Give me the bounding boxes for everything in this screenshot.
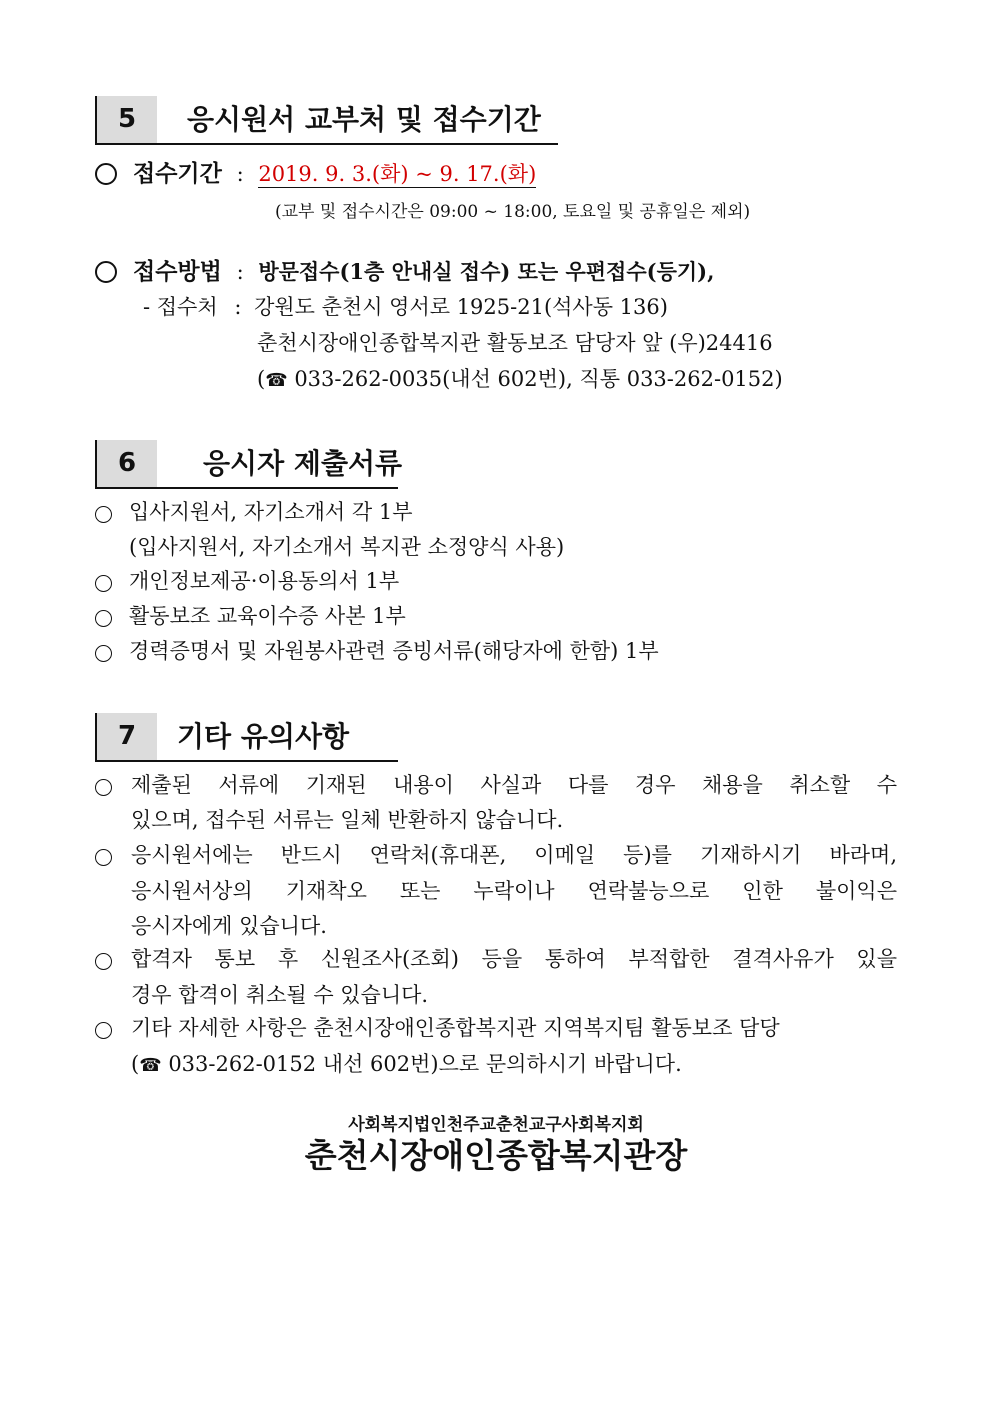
doc-item-4: 경력증명서 및 자원봉사관련 증빙서류(해당자에 한함) 1부 [129,639,659,663]
org-parent: 사회복지법인천주교춘천교구사회복지회 [348,1115,644,1135]
circle-bullet-icon [95,953,112,970]
note-4-line2-row [131,1049,682,1081]
circle-bullet-icon [95,163,117,185]
section-7-header [95,713,398,762]
circle-bullet-icon [95,261,117,283]
period-note: (교부 및 접수시간은 09:00 ~ 18:00, 토요일 및 공휴일은 제외) [275,202,751,222]
phone-icon: ☎ [265,370,288,391]
section-5-number: 5 [95,96,157,143]
section-5-header [95,96,558,145]
note-4-line2: 033-262-0152 내선 602번)으로 문의하시기 바랍니다. [168,1052,682,1076]
place-line3: 033-262-0035(내선 602번), 직통 033-262-0152) [294,367,783,391]
note-4-open: ( [131,1052,140,1076]
circle-bullet-icon [95,575,112,592]
circle-bullet-icon [95,506,112,523]
period-sep: : [236,162,244,186]
doc-item-3: 활동보조 교육이수증 사본 1부 [129,604,406,628]
circle-bullet-icon [95,645,112,662]
doc-item-2: 개인정보제공·이용동의서 1부 [129,569,400,593]
org-name: 춘천시장애인종합복지관장 [304,1136,688,1175]
note-3-line1: 합격자 통보 후 신원조사(조회) 등을 통하여 부적합한 결격사유가 있을 [131,947,897,971]
section-7-number: 7 [95,713,157,760]
place-label: - 접수처 [143,295,218,319]
section-7-title: 기타 유의사항 [177,720,350,753]
method-value: 방문접수(1층 안내실 접수) 또는 우편접수(등기), [258,259,715,284]
place-line2: 춘천시장애인종합복지관 활동보조 담당자 앞 (우)24416 [257,331,773,355]
method-label: 접수방법 [133,258,222,285]
period-value: 2019. 9. 3.(화) ~ 9. 17.(화) [258,162,537,186]
place-sep: : [234,295,242,319]
note-1-line1: 제출된 서류에 기재된 내용이 사실과 다를 경우 채용을 취소할 수 [131,773,897,797]
section-6-header [95,440,403,489]
section-5-title: 응시원서 교부처 및 접수기간 [187,103,541,136]
place-line3-row [257,364,783,396]
period-row [133,159,536,189]
doc-item-1-note: (입사지원서, 자기소개서 복지관 소정양식 사용) [129,535,565,559]
note-2-line1: 응시원서에는 반드시 연락처(휴대폰, 이메일 등)를 기재하시기 바라며, [131,843,897,867]
circle-bullet-icon [95,779,112,796]
method-sep: : [236,260,244,284]
section-6-title: 응시자 제출서류 [203,447,403,480]
section-6-number: 6 [95,440,157,487]
circle-bullet-icon [95,610,112,627]
place-line1: 강원도 춘천시 영서로 1925-21(석사동 136) [254,295,668,319]
circle-bullet-icon [95,1022,112,1039]
place-line3-open: ( [257,367,266,391]
note-2-line2: 응시원서상의 기재착오 또는 누락이나 연락불능으로 인한 불이익은 [131,879,897,903]
circle-bullet-icon [95,849,112,866]
doc-item-1: 입사지원서, 자기소개서 각 1부 [129,500,413,524]
note-1-line2: 있으며, 접수된 서류는 일체 반환하지 않습니다. [131,808,564,832]
period-label: 접수기간 [133,160,222,187]
place-label-row [143,292,668,322]
note-2-line3: 응시자에게 있습니다. [131,914,327,938]
note-3-line2: 경우 합격이 취소될 수 있습니다. [131,983,429,1007]
method-row [133,257,714,287]
note-4-line1: 기타 자세한 사항은 춘천시장애인종합복지관 지역복지팀 활동보조 담당 [131,1016,780,1040]
phone-icon: ☎ [139,1055,162,1076]
